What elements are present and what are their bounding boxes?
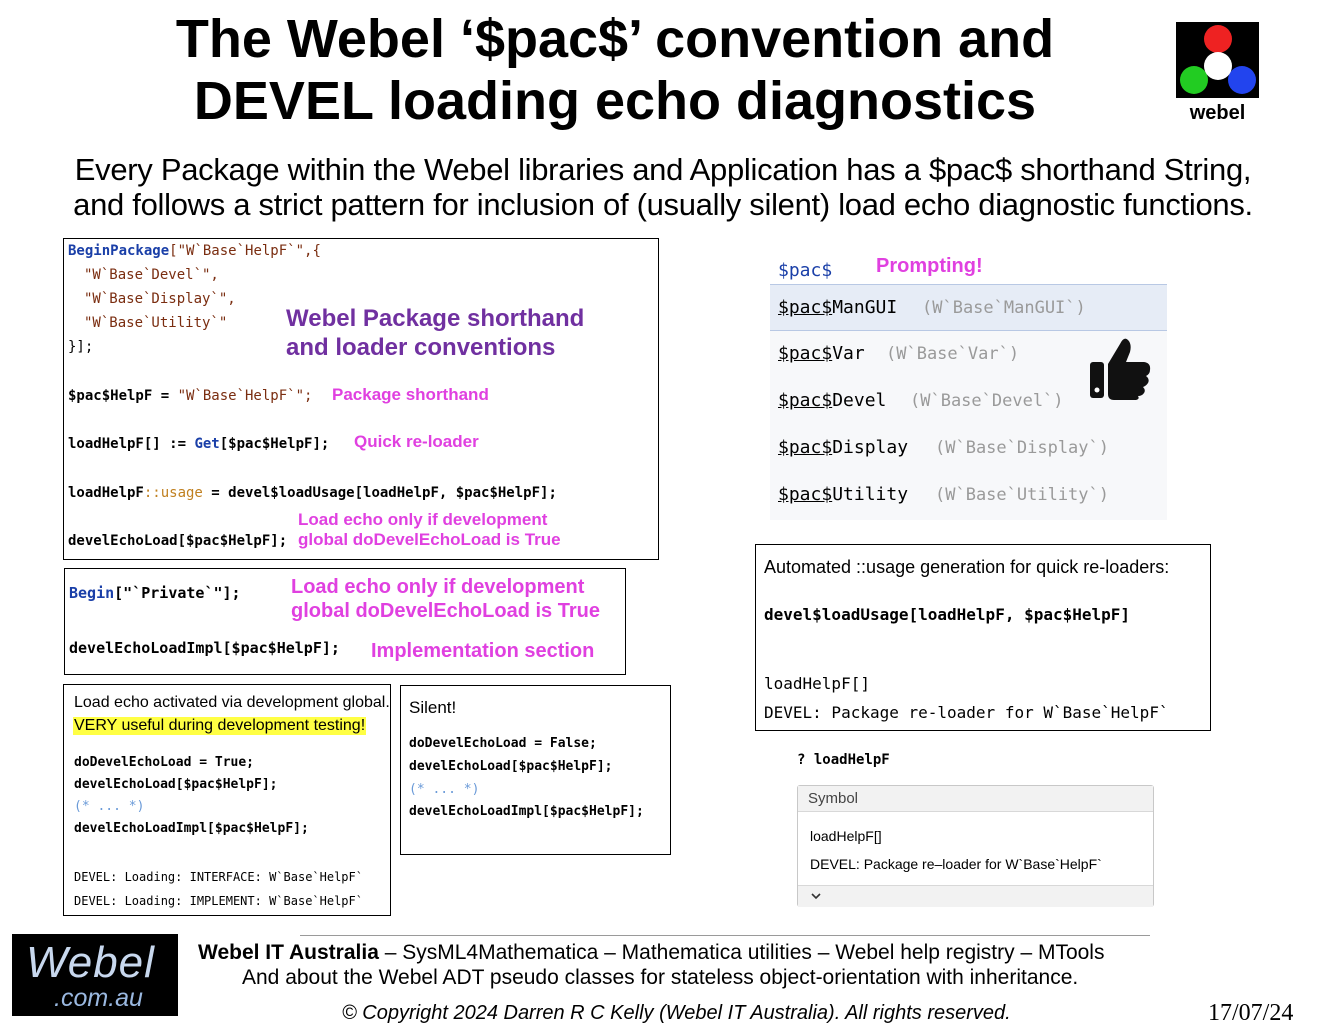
usage-out-2: DEVEL: Package re-loader for W`Base`HelpF`	[764, 703, 1169, 722]
activated-box	[63, 684, 391, 916]
thumbs-up-icon	[1088, 336, 1152, 402]
symbol-line-2: DEVEL: Package re–loader for W`Base`HelpF`	[810, 856, 1102, 872]
silent-heading: Silent!	[409, 698, 457, 717]
weblogo-sub: .com.au	[54, 984, 143, 1012]
chevron-down-icon[interactable]	[810, 891, 822, 901]
activated-code-3: (* ... *)	[74, 799, 145, 814]
begin-private-line: Begin["`Private`"];	[69, 584, 241, 602]
symbol-line-1: loadHelpF[]	[810, 828, 882, 844]
close-line: }];	[68, 339, 94, 355]
subtitle-line-1: Every Package within the Webel libraries and Application has a $pac$ shorthand String,	[74, 152, 1252, 187]
activated-heading: Load echo activated via development global.	[74, 694, 390, 711]
shorthand-line: $pac$HelpF = "W`Base`HelpF`";	[68, 388, 313, 404]
subtitle-line-2: and follows a strict pattern for inclusion of (usually silent) load echo diagnostic functions.	[73, 187, 1253, 222]
conventions-heading-1: Webel Package shorthand	[286, 305, 585, 332]
usage-heading: Automated ::usage generation for quick re-loaders:	[764, 557, 1170, 577]
silent-code-2: develEchoLoad[$pac$HelpF];	[409, 759, 613, 774]
footer-date: 17/07/24	[1208, 1000, 1294, 1026]
shorthand-note: Package shorthand	[332, 385, 489, 404]
echo-call-line: develEchoLoad[$pac$HelpF];	[68, 533, 288, 549]
echo-note-2: global doDevelEchoLoad is True	[298, 530, 561, 549]
reloader-note: Quick re-loader	[354, 432, 479, 451]
query-input[interactable]: ? loadHelpF	[797, 752, 890, 768]
usage-call: devel$loadUsage[loadHelpF, $pac$HelpF]	[764, 605, 1131, 624]
silent-code-1: doDevelEchoLoad = False;	[409, 736, 597, 751]
autocomplete-item-utility[interactable]: $pac$Utility (W`Base`Utility`)	[778, 484, 1109, 505]
private-note-1: Load echo only if development	[291, 576, 585, 598]
title-line-2: DEVEL loading echo diagnostics	[193, 71, 1037, 131]
footer-copyright: © Copyright 2024 Darren R C Kelly (Webel IT Australia). All rights reserved.	[342, 1002, 1011, 1024]
reloader-line: loadHelpF[] := Get[$pac$HelpF];	[68, 436, 330, 452]
logo-white-dot	[1204, 52, 1232, 80]
symbol-panel	[797, 785, 1154, 907]
conventions-heading-2: and loader conventions	[286, 334, 556, 361]
prompting-label: Prompting!	[876, 255, 983, 277]
private-code-box	[64, 568, 626, 675]
impl-note: Implementation section	[371, 640, 595, 662]
autocomplete-item-var[interactable]: $pac$Var (W`Base`Var`)	[778, 343, 1020, 364]
package-code-box	[63, 238, 659, 560]
usage-line: loadHelpF::usage = devel$loadUsage[loadHelpF, $pac$HelpF];	[68, 485, 557, 501]
dep-line-3: "W`Base`Utility`"	[84, 315, 228, 331]
logo-blue-dot	[1228, 66, 1256, 94]
begin-package-line: BeginPackage["W`Base`HelpF`",{	[68, 243, 321, 259]
logo-red-dot	[1204, 25, 1232, 53]
autocomplete-item-mangui[interactable]: $pac$ManGUI (W`Base`ManGUI`)	[770, 284, 1167, 331]
silent-code-3: (* ... *)	[409, 782, 480, 797]
symbol-header-label: Symbol	[808, 790, 859, 807]
activated-code-1: doDevelEchoLoad = True;	[74, 755, 255, 770]
symbol-panel-header	[798, 786, 1153, 812]
silent-box	[400, 685, 671, 855]
symbol-panel-footer	[798, 885, 1153, 907]
private-note-2: global doDevelEchoLoad is True	[291, 600, 600, 622]
footer-line-2: And about the Webel ADT pseudo classes for stateless object-orientation with inheritance.	[242, 966, 1079, 989]
echo-note-1: Load echo only if development	[298, 510, 548, 529]
usage-box	[755, 544, 1211, 731]
activated-output-2: DEVEL: Loading: IMPLEMENT: W`Base`HelpF`	[74, 894, 363, 908]
activated-highlight: VERY useful during development testing!	[74, 717, 366, 734]
footer-line-1	[198, 941, 1104, 965]
activated-output-1: DEVEL: Loading: INTERFACE: W`Base`HelpF`	[74, 870, 363, 884]
title-line-1: The Webel ‘$pac$’ convention and	[175, 9, 1055, 69]
footer-org: Webel IT Australia	[198, 941, 379, 964]
subtitle	[0, 152, 1326, 222]
autocomplete-panel	[770, 284, 1167, 520]
webel-logo	[1176, 22, 1259, 98]
silent-code-4: develEchoLoadImpl[$pac$HelpF];	[409, 804, 644, 819]
webel-com-au-logo	[12, 934, 178, 1016]
activated-code-2: develEchoLoad[$pac$HelpF];	[74, 777, 278, 792]
pac-typed-input[interactable]: $pac$	[778, 260, 833, 281]
dep-line-2: "W`Base`Display`",	[84, 291, 236, 307]
dep-line-1: "W`Base`Devel`",	[84, 267, 219, 283]
activated-code-4: develEchoLoadImpl[$pac$HelpF];	[74, 821, 309, 836]
footer-divider	[300, 935, 1150, 936]
impl-call-line: develEchoLoadImpl[$pac$HelpF];	[69, 639, 340, 657]
footer-line-1-rest: – SysML4Mathematica – Mathematica utilities – Webel help registry – MTools	[378, 941, 1105, 964]
usage-out-1: loadHelpF[]	[764, 674, 870, 693]
logo-text: webel	[1189, 102, 1246, 124]
slide-title	[0, 8, 1230, 132]
autocomplete-item-display[interactable]: $pac$Display (W`Base`Display`)	[778, 437, 1109, 458]
autocomplete-item-devel[interactable]: $pac$Devel (W`Base`Devel`)	[778, 390, 1064, 411]
weblogo-main: Webel	[26, 938, 155, 987]
